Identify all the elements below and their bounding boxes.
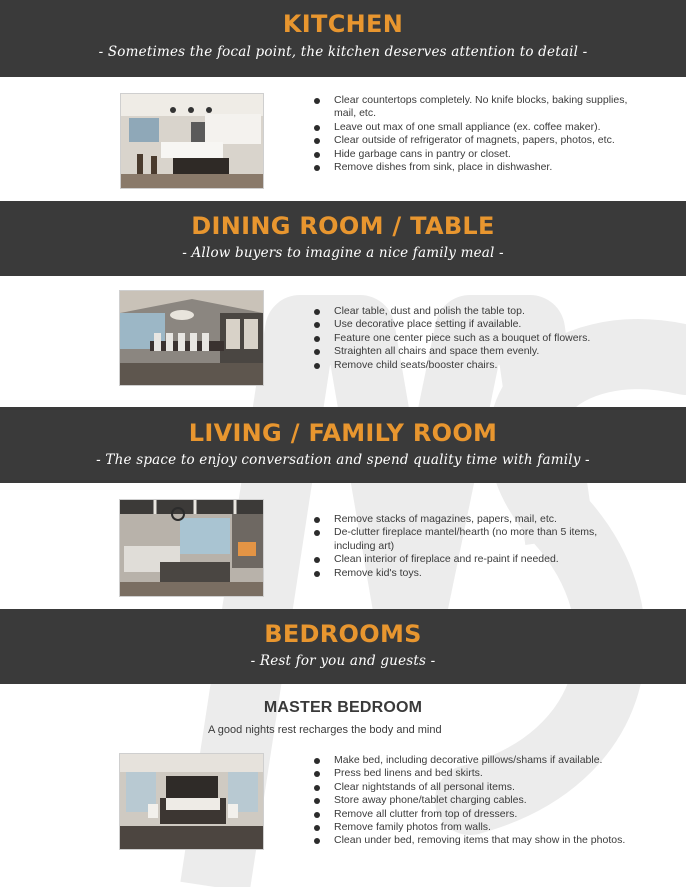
bullet-icon <box>314 758 320 764</box>
living-room-photo <box>119 499 264 597</box>
subsection-title: MASTER BEDROOM <box>263 699 423 716</box>
bedroom-checklist <box>314 754 644 848</box>
list-item: De-clutter fireplace mantel/hearth (no more than 5 items, including art) <box>314 526 634 553</box>
bedroom-photo <box>119 753 264 850</box>
bullet-icon <box>314 309 320 315</box>
section-title: DINING ROOM / TABLE <box>191 212 495 240</box>
list-item: Leave out max of one small appliance (ex. coffee maker). <box>314 121 634 134</box>
section-header-bedrooms <box>0 609 686 684</box>
list-item: Clean under bed, removing items that may show in the photos. <box>314 834 644 847</box>
dining-room-photo <box>119 290 264 386</box>
list-item: Clear nightstands of all personal items. <box>314 781 644 794</box>
living-checklist <box>314 513 634 580</box>
list-item: Clear table, dust and polish the table top. <box>314 305 634 318</box>
bullet-icon <box>314 152 320 158</box>
list-item: Remove all clutter from top of dressers. <box>314 808 644 821</box>
bullet-icon <box>314 138 320 144</box>
list-item: Store away phone/tablet charging cables. <box>314 794 644 807</box>
kitchen-checklist <box>314 94 634 174</box>
bullet-icon <box>314 557 320 563</box>
list-item: Remove child seats/booster chairs. <box>314 359 634 372</box>
section-header-kitchen <box>0 0 686 77</box>
section-header-dining <box>0 201 686 276</box>
bullet-icon <box>314 165 320 171</box>
section-title: BEDROOMS <box>264 620 422 648</box>
bullet-icon <box>314 517 320 523</box>
list-item: Clear outside of refrigerator of magnets, papers, photos, etc. <box>314 134 634 147</box>
dining-room-photo-icon <box>120 291 263 385</box>
list-item: Hide garbage cans in pantry or closet. <box>314 148 634 161</box>
section-tagline: - Allow buyers to imagine a nice family meal - <box>182 245 504 261</box>
list-item: Straighten all chairs and space them evenly. <box>314 345 634 358</box>
section-header-living <box>0 407 686 483</box>
list-item: Remove dishes from sink, place in dishwasher. <box>314 161 634 174</box>
list-item: Remove family photos from walls. <box>314 821 644 834</box>
bullet-icon <box>314 798 320 804</box>
bullet-icon <box>314 322 320 328</box>
bullet-icon <box>314 571 320 577</box>
list-item: Use decorative place setting if available. <box>314 318 634 331</box>
section-tagline: - Rest for you and guests - <box>250 653 436 669</box>
list-item: Remove stacks of magazines, papers, mail, etc. <box>314 513 634 526</box>
bedroom-photo-icon <box>120 754 263 849</box>
list-item: Remove kid's toys. <box>314 567 634 580</box>
list-item: Press bed linens and bed skirts. <box>314 767 644 780</box>
bullet-icon <box>314 785 320 791</box>
section-tagline: - Sometimes the focal point, the kitchen deserves attention to detail - <box>98 44 588 60</box>
section-title: KITCHEN <box>282 10 404 38</box>
bullet-icon <box>314 771 320 777</box>
dining-checklist <box>314 305 634 372</box>
bullet-icon <box>314 838 320 844</box>
bullet-icon <box>314 363 320 369</box>
list-item: Make bed, including decorative pillows/shams if available. <box>314 754 644 767</box>
bullet-icon <box>314 98 320 104</box>
section-tagline: - The space to enjoy conversation and spend quality time with family - <box>96 452 590 468</box>
living-room-photo-icon <box>120 500 263 596</box>
kitchen-photo-icon <box>121 94 263 188</box>
section-title: LIVING / FAMILY ROOM <box>188 419 498 447</box>
bullet-icon <box>314 349 320 355</box>
list-item: Feature one center piece such as a bouquet of flowers. <box>314 332 634 345</box>
bullet-icon <box>314 125 320 131</box>
subsection-description: A good nights rest recharges the body and mind <box>208 724 442 736</box>
bullet-icon <box>314 812 320 818</box>
bullet-icon <box>314 530 320 536</box>
bullet-icon <box>314 336 320 342</box>
list-item: Clear countertops completely. No knife blocks, baking supplies, mail, etc. <box>314 94 634 121</box>
list-item: Clean interior of fireplace and re-paint if needed. <box>314 553 634 566</box>
kitchen-photo <box>120 93 264 189</box>
bullet-icon <box>314 825 320 831</box>
